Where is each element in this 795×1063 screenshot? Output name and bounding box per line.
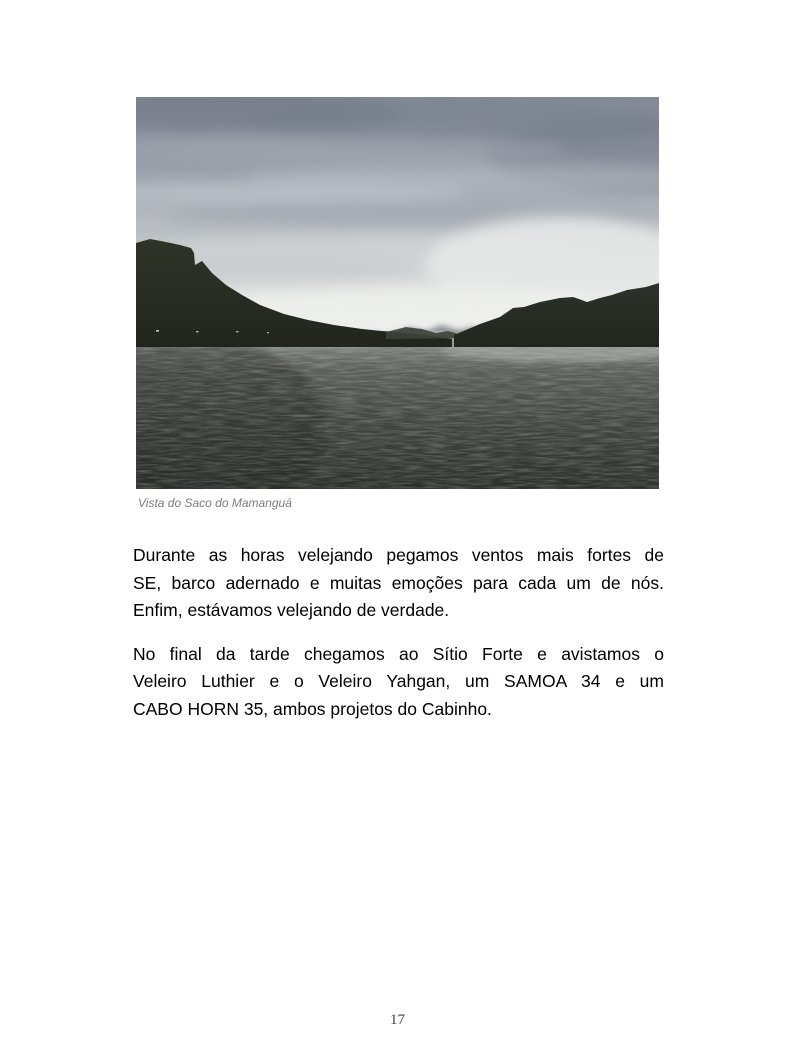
page-number: 17 <box>390 1012 405 1028</box>
body-line: Veleiro Luthier e o Veleiro Yahgan, um SAMOA 34 e um <box>133 671 664 691</box>
body-line: CABO HORN 35, ambos projetos do Cabinho. <box>133 698 492 719</box>
body-text <box>133 542 664 739</box>
body-line: No final da tarde chegamos ao Sítio Forte e avistamos o <box>133 643 664 664</box>
body-line: Enfim, estávamos velejando de verdade. <box>133 600 450 620</box>
paragraph <box>133 641 664 724</box>
body-line: Durante as horas velejando pegamos ventos mais fortes de <box>133 545 664 565</box>
body-line: SE, barco adernado e muitas emoções para cada um de nós. <box>133 572 664 593</box>
landscape-photo <box>136 97 659 489</box>
figure-caption: Vista do Saco do Mamanguá <box>138 496 292 510</box>
paragraph <box>133 542 664 625</box>
